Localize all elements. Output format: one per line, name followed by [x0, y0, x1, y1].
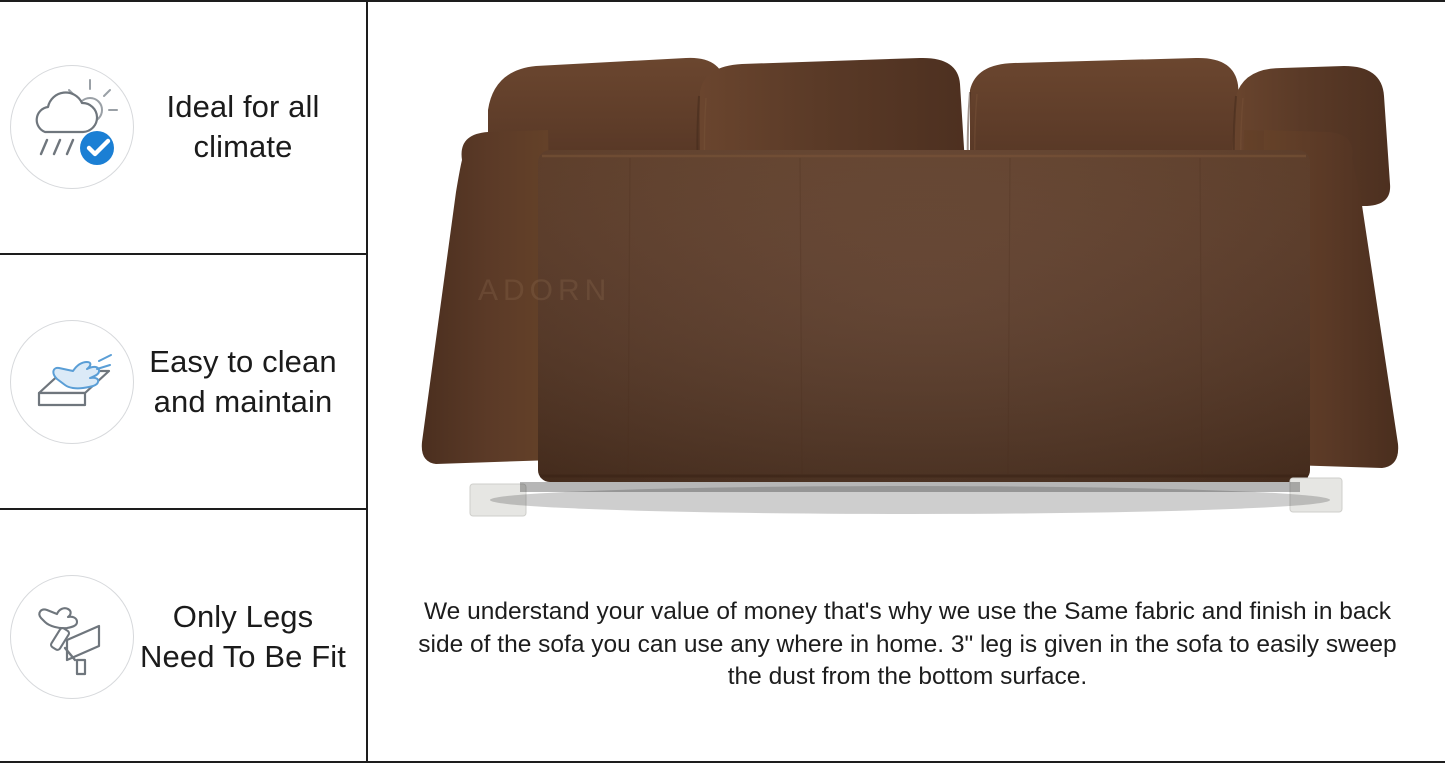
hand-screwdriver-leg-icon [10, 575, 134, 699]
feature-label: Ideal for all climate [166, 88, 320, 164]
hand-wiping-cloth-icon [10, 320, 134, 444]
feature-only-legs-need-to-be-fit [0, 510, 366, 763]
product-caption: We understand your value of money that's why we use the Same fabric and finish in back side of the sofa you can use any where in home. 3" leg is given in the sofa to easily sweep the dust from the bottom surface. [418, 598, 1397, 691]
sofa-back-view [370, 0, 1445, 560]
feature-list [0, 0, 368, 763]
brand-watermark [478, 274, 611, 307]
feature-ideal-for-all-climate [0, 0, 366, 255]
product-panel [370, 0, 1445, 763]
feature-label: Only Legs Need To Be Fit [140, 598, 346, 674]
feature-label: Easy to clean and maintain [149, 343, 337, 419]
svg-text:ADORN: ADORN [478, 274, 612, 307]
feature-easy-to-clean [0, 255, 366, 510]
cloud-sun-rain-check-icon [10, 65, 134, 189]
